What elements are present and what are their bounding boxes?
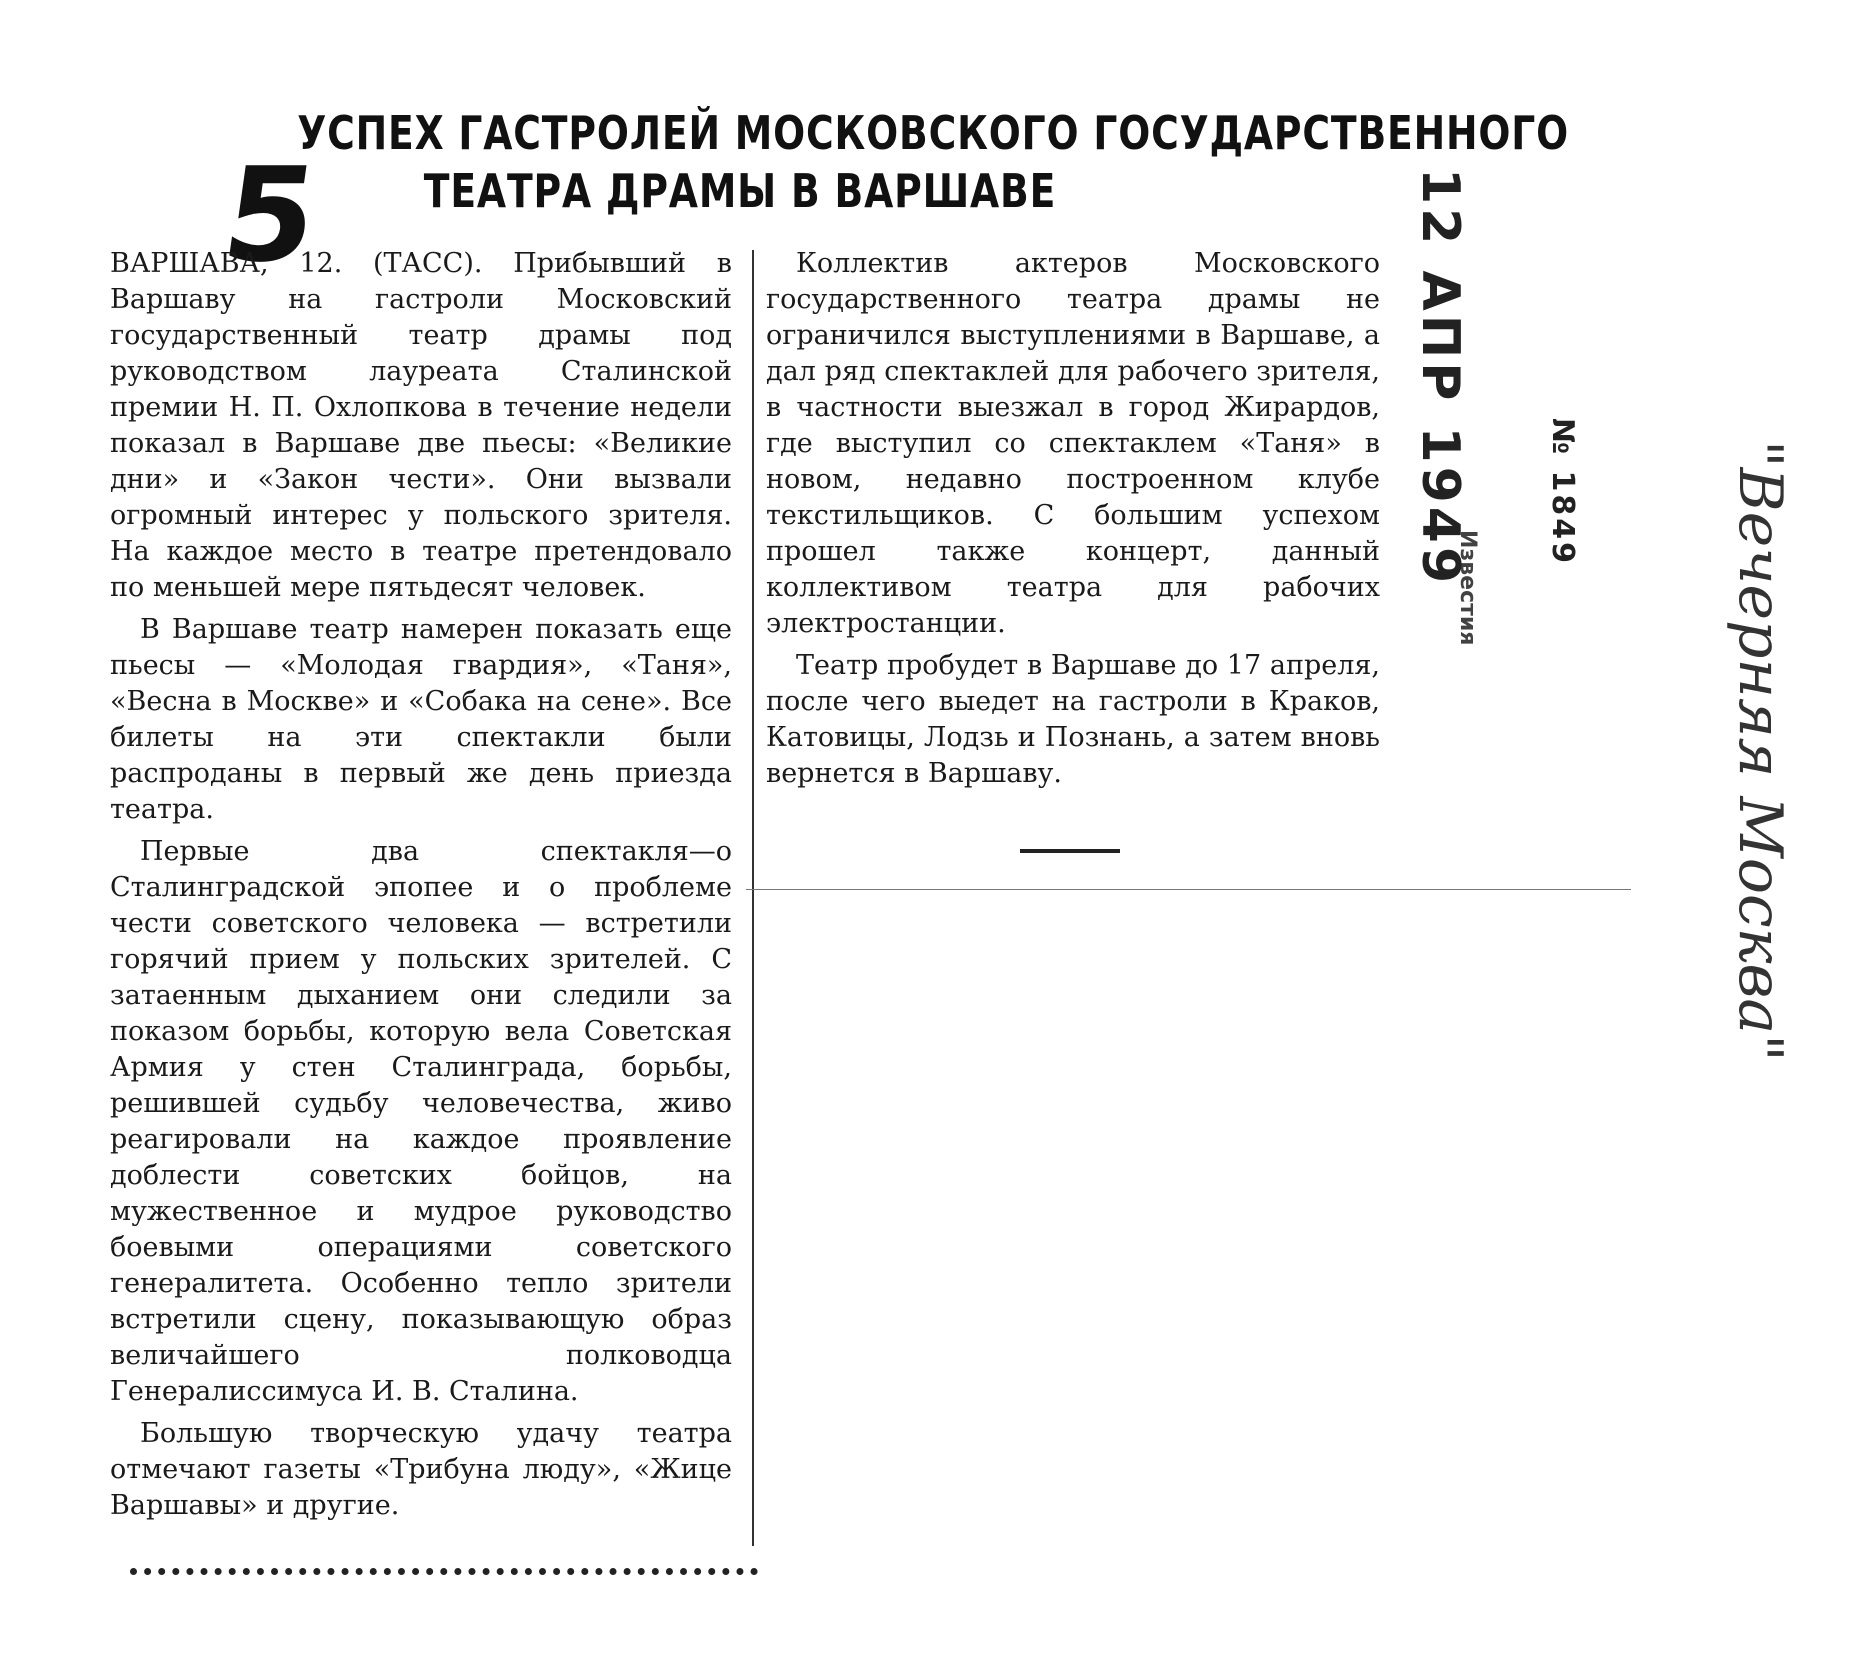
- article-paragraph: ВАРШАВА, 12. (ТАСС). Прибывший в Варшаву на гастроли Московский государственный театр драмы под руководством лауреата Сталинской премии Н. П. Охлопкова в течение недели показал в Варшаве две пьесы: «Великие дни» и «Закон чести». Они вызвали огромный интерес у польского зрителя. На каждое место в театре претендовало по меньшей мере пятьдесят человек.: [110, 248, 732, 603]
- article-paragraph: Большую творческую удачу театра отмечают газеты «Трибуна люду», «Жице Варшавы» и другие.: [110, 1418, 732, 1521]
- headline: [297, 104, 1570, 220]
- article-left-column: [110, 246, 732, 1530]
- dotted-separator: [130, 1568, 758, 1575]
- article-paragraph: Коллектив актеров Московского государственного театра драмы не ограничился выступлениями в Варшаве, а дал ряд спектаклей для рабочего зрителя, в частности выезжал в город Жирардов, где выступил со спектаклем «Таня» в новом, недавно построенном клубе текстильщиков. С большим успехом прошел также концерт, данный коллективом театра для рабочих электростанции.: [766, 248, 1380, 639]
- handwritten-source-note: "Вечерняя Москва": [1725, 440, 1795, 1062]
- date-stamp: 12 АПР 1949: [1410, 168, 1470, 588]
- article-right-column: [766, 246, 1380, 798]
- handwritten-page-number: 5: [214, 139, 327, 291]
- end-of-article-dash: [1020, 849, 1120, 853]
- headline-line-2: ТЕАТРА ДРАМЫ В ВАРШАВЕ: [423, 164, 1057, 218]
- column-divider: [752, 250, 754, 1546]
- article-paragraph: Первые два спектакля—о Сталинградской эпопее и о проблеме чести советского человека — встретили горячий прием у польских зрителей. С затаенным дыханием они следили за показом борьбы, которую вела Советская Армия у стен Сталинграда, борьбы, решившей судьбу человечества, живо реагировали на каждое проявление доблести советских бойцов, на мужественное и мудрое руководство боевыми операциями советского генералитета. Особенно тепло зрители встретили сцену, показывающую образ величайшего полководца Генералиссимуса И. В. Сталина.: [110, 836, 732, 1407]
- number-stamp: № 1849: [1545, 418, 1580, 567]
- horizontal-rule: [746, 889, 1631, 890]
- headline-line-1: УСПЕХ ГАСТРОЛЕЙ МОСКОВСКОГО ГОСУДАРСТВЕННОГО: [297, 106, 1570, 160]
- article-paragraph: В Варшаве театр намерен показать еще пьесы — «Молодая гвардия», «Таня», «Весна в Москве» и «Собака на сене». Все билеты на эти спектакли были распроданы в первый же день приезда театра.: [110, 614, 732, 825]
- article-paragraph: Театр пробудет в Варшаве до 17 апреля, после чего выедет на гастроли в Краков, Катовицы, Лодзь и Познань, а затем вновь вернется в Варшаву.: [766, 650, 1380, 789]
- source-stamp: Известия: [1455, 530, 1480, 646]
